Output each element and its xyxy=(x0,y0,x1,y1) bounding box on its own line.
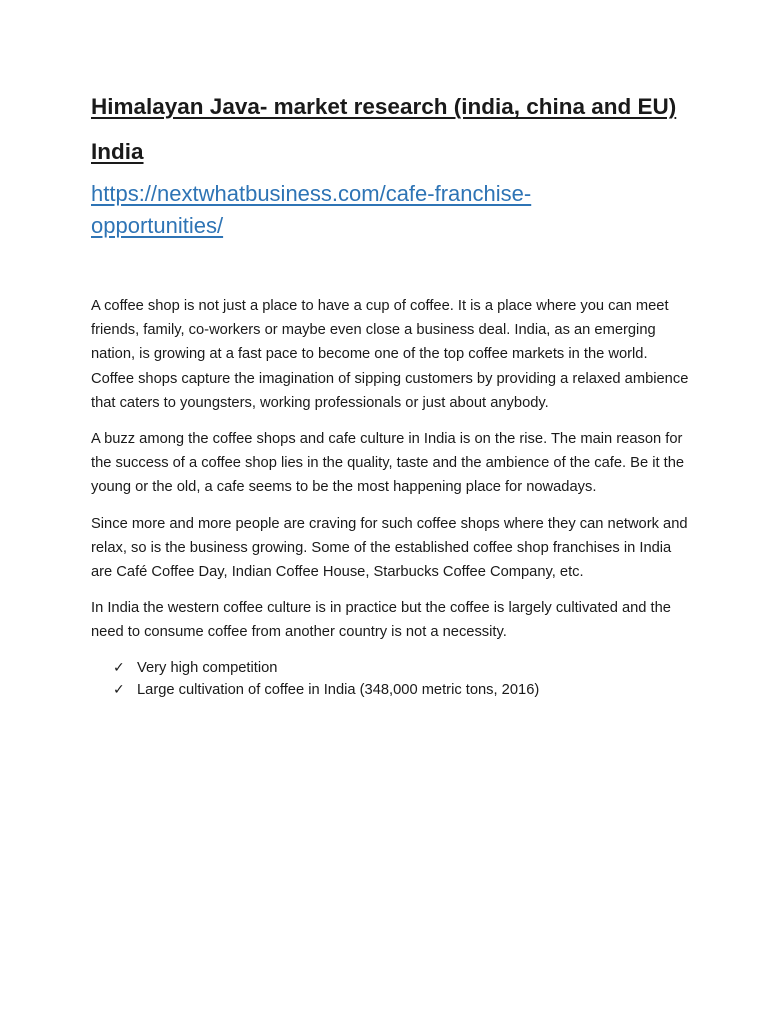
check-icon: ✓ xyxy=(113,659,125,676)
paragraph-franchises: Since more and more people are craving for such coffee shops where they can network and relax, so is the business growing. Some of the established coffee shop franchises in India are Café Coffee Day, Indian Coffee House, Starbucks Coffee Company, etc. xyxy=(91,515,688,581)
list-item xyxy=(113,657,691,679)
list-item-text: Very high competition xyxy=(137,659,278,676)
list-item-text: Large cultivation of coffee in India (348,000 metric tons, 2016) xyxy=(137,681,540,698)
source-link[interactable]: https://nextwhatbusiness.com/cafe-franchise-opportunities/ xyxy=(91,181,532,238)
section-heading-india: India xyxy=(91,139,144,164)
paragraph-western-culture: In India the western coffee culture is in practice but the coffee is largely cultivated and the need to consume coffee from another country is not a necessity. xyxy=(91,600,671,641)
check-icon: ✓ xyxy=(113,681,125,698)
list-item xyxy=(113,679,691,701)
body-text xyxy=(91,294,691,701)
document-body xyxy=(91,92,691,701)
paragraph-intro: A coffee shop is not just a place to have a cup of coffee. It is a place where you can meet friends, family, co-workers or maybe even close a business deal. India, as an emerging nation, is growing at a fast pace to become one of the top coffee markets in the world. Coffee shops capture the imagination of sipping customers by providing a relaxed ambience that caters to youngsters, working professionals or just about anybody. xyxy=(91,298,689,411)
document-title: Himalayan Java- market research (india, china and EU) xyxy=(91,94,677,119)
paragraph-cafe-culture: A buzz among the coffee shops and cafe culture in India is on the rise. The main reason for the success of a coffee shop lies in the quality, taste and the ambience of the cafe. Be it the young or the old, a cafe seems to be the most happening place for nowadays. xyxy=(91,431,685,496)
checklist xyxy=(91,657,691,701)
